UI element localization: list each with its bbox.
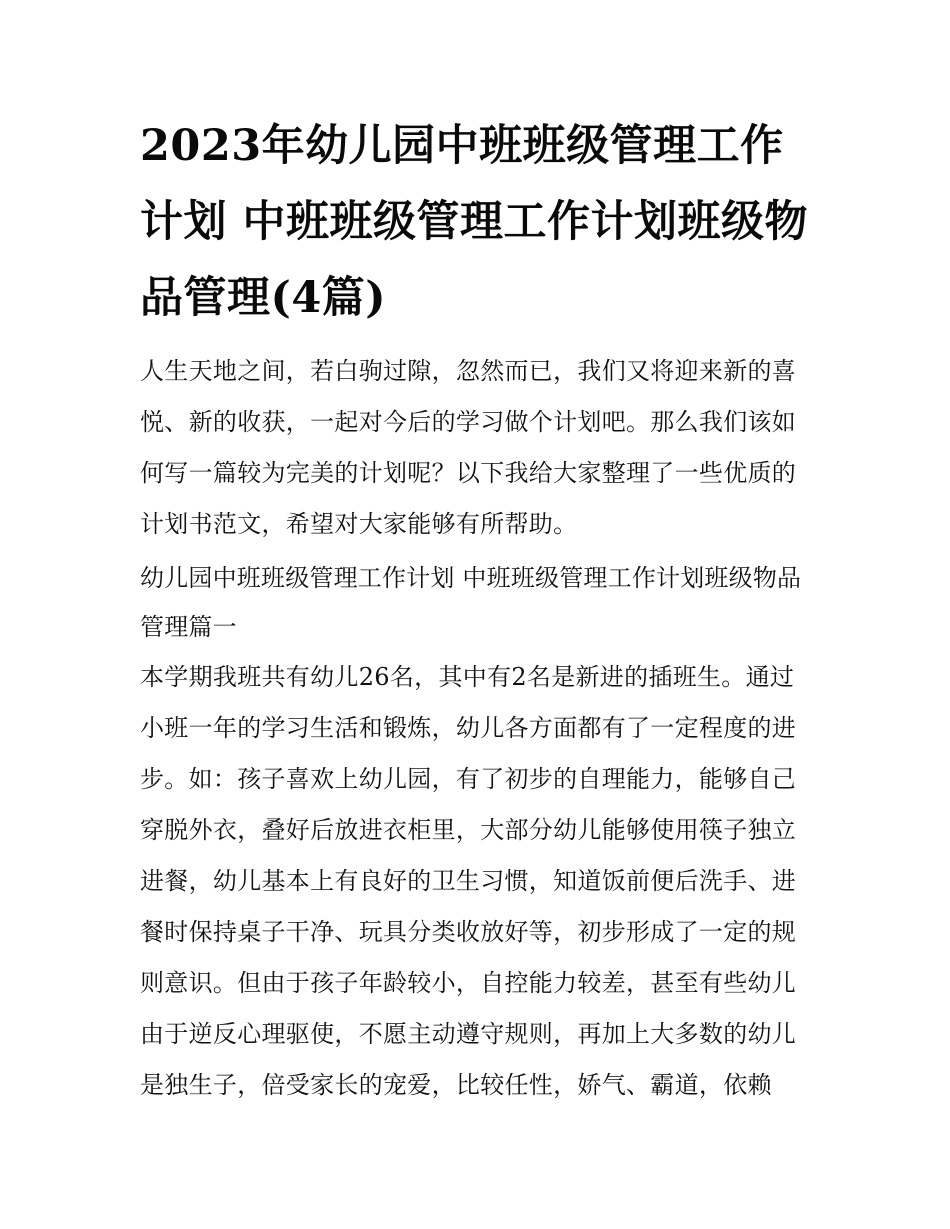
intro-paragraph: 人生天地之间，若白驹过隙，忽然而已，我们又将迎来新的喜悦、新的收获，一起对今后的学习做个计划吧。那么我们该如何写一篇较为完美的计划呢？以下我给大家整理了一些优质的计划书范文，希望对大家能够有所帮助。 (140, 357, 797, 538)
body-paragraph: 本学期我班共有幼儿26名，其中有2名是新进的插班生。通过小班一年的学习生活和锻炼，幼儿各方面都有了一定程度的进步。如：孩子喜欢上幼儿园，有了初步的自理能力，能够自己穿脱外衣，叠好后放进衣柜里，大部分幼儿能够使用筷子独立进餐，幼儿基本上有良好的卫生习惯，知道饭前便后洗手、进餐时保持桌子干净、玩具分类收放好等，初步形成了一定的规则意识。但由于孩子年龄较小，自控能力较差，甚至有些幼儿由于逆反心理驱使，不愿主动遵守规则，再加上大多数的幼儿是独生子，倍受家长的宠爱，比较任性，娇气、霸道，依赖 (140, 663, 797, 1099)
document-title: 2023年幼儿园中班班级管理工作计划 中班班级管理工作计划班级物品管理(4篇) (140, 121, 808, 323)
document-page (140, 108, 816, 1111)
section-heading: 幼儿园中班班级管理工作计划 中班班级管理工作计划班级物品管理篇一 (140, 564, 802, 641)
